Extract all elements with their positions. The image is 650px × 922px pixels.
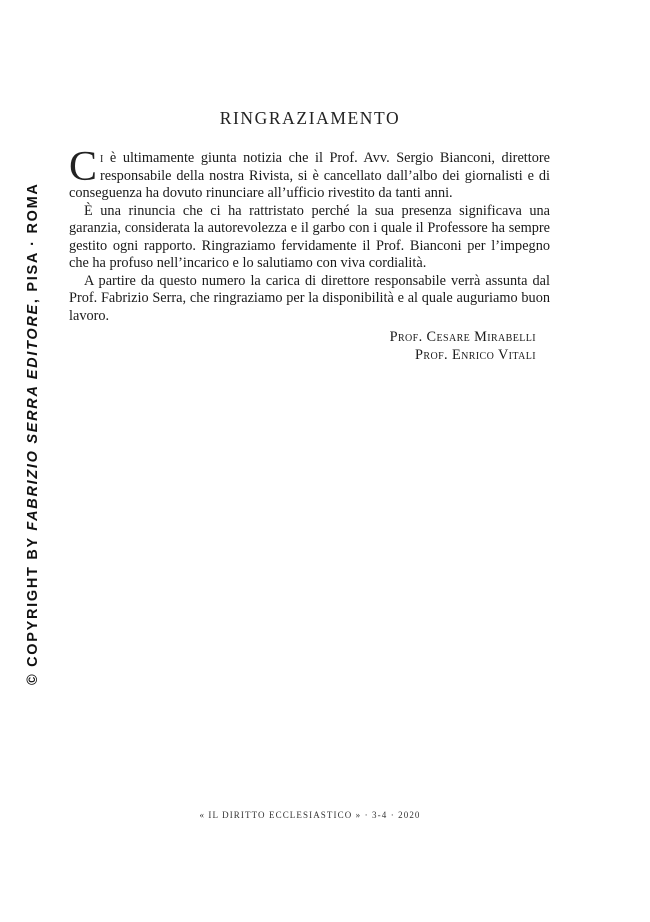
- copyright-prefix: © COPYRIGHT BY: [25, 530, 41, 685]
- drop-cap: C: [69, 144, 98, 190]
- paragraph-1: [69, 144, 550, 203]
- paragraph-3: A partire da questo numero la carica di direttore responsabile verrà assunta dal Prof. Fabrizio Serra, che ringraziamo per la disponibilità e al quale auguriamo buon lavoro.: [69, 272, 550, 324]
- paragraph-1-text: è ultimamente giunta notizia che il Prof. Avv. Sergio Bianconi, direttore responsabile della nostra Rivista, si è cancellato dall’albo dei giornalisti e di conseguenza ha dovuto rinunciare all’ufficio rivestito da tanti anni.: [69, 150, 550, 201]
- running-footer: « IL DIRITTO ECCLESIASTICO » · 3-4 · 2020: [199, 810, 421, 820]
- signature-1: Prof. Cesare Mirabelli: [389, 329, 536, 345]
- page-title: RINGRAZIAMENTO: [219, 108, 401, 128]
- article-body: [69, 144, 550, 325]
- copyright-publisher: FABRIZIO SERRA EDITORE: [25, 303, 41, 531]
- signatures: [300, 329, 536, 364]
- paragraph-2: È una rinuncia che ci ha rattristato perché la sua presenza significava una garanzia, considerata la autorevolezza e il garbo con i quale il Professore ha sempre gestito ogni rapporto. Ringraziamo fervidamente il Prof. Bianconi per l’impegno che ha profuso nell’incarico e lo salutiamo con viva cordialità.: [69, 202, 550, 271]
- copyright-suffix: , PISA · ROMA: [25, 182, 41, 304]
- copyright-text: [20, 182, 46, 685]
- signature-2: Prof. Enrico Vitali: [415, 346, 536, 363]
- copyright-notice: [20, 182, 46, 685]
- drop-cap-continuation: i: [100, 150, 104, 166]
